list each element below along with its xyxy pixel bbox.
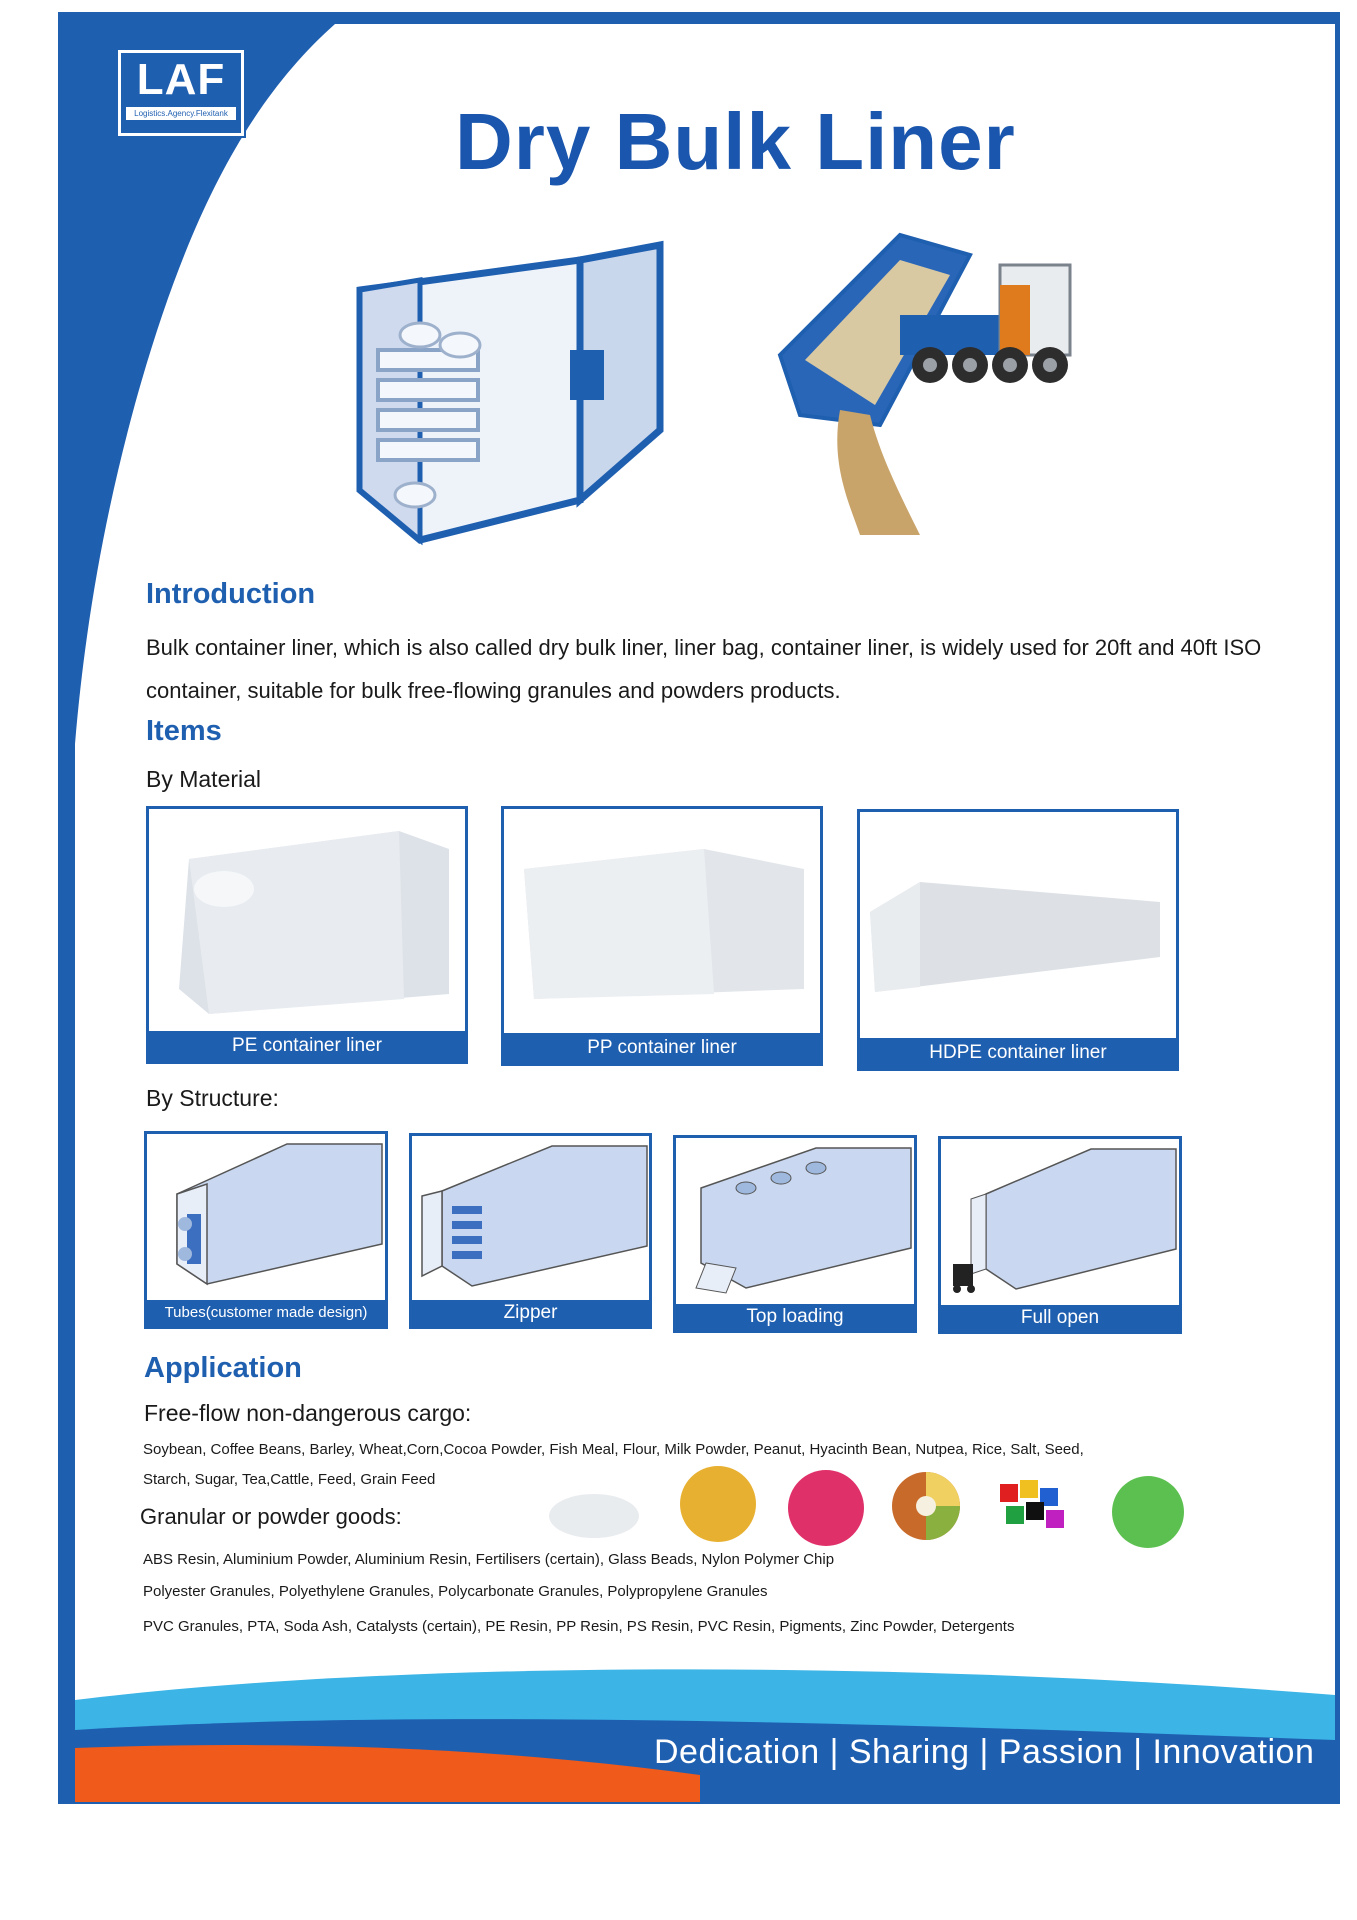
pe-liner-caption: PE container liner <box>149 1031 465 1061</box>
free-flow-line-1: Soybean, Coffee Beans, Barley, Wheat,Corn,Cocoa Powder, Fish Meal, Flour, Milk Powder, Peanut, Hyacinth Bean, Nutpea, Rice, Salt, Seed, <box>143 1441 1084 1458</box>
granular-line-3: PVC Granules, PTA, Soda Ash, Catalysts (certain), PE Resin, PP Resin, PS Resin, PVC Resin, Pigments, Zinc Powder, Detergents <box>143 1618 1015 1635</box>
green-granules-image <box>1112 1476 1184 1548</box>
colored-pigments-image <box>1000 1480 1064 1528</box>
laf-logo <box>118 50 244 136</box>
logo-tagline: Logistics.Agency.Flexitank <box>126 107 236 120</box>
hdpe-liner-image <box>860 812 1179 1034</box>
yellow-granules-image <box>680 1466 756 1542</box>
zipper-structure-image <box>412 1136 652 1306</box>
free-flow-line-2: Starch, Sugar, Tea,Cattle, Feed, Grain Feed <box>143 1471 436 1488</box>
top-loading-structure-image <box>676 1138 917 1308</box>
free-flow-label: Free-flow non-dangerous cargo: <box>144 1400 472 1426</box>
items-heading: Items <box>146 715 222 747</box>
pp-liner-image <box>504 809 823 1031</box>
zipper-caption: Zipper <box>412 1300 649 1326</box>
pe-liner-image <box>149 809 468 1031</box>
material-card-pp <box>501 806 823 1066</box>
pp-liner-caption: PP container liner <box>504 1033 820 1063</box>
granular-line-1: ABS Resin, Aluminium Powder, Aluminium Resin, Fertilisers (certain), Glass Beads, Nylon Polymer Chip <box>143 1551 835 1568</box>
powder-sample-image <box>549 1494 639 1538</box>
introduction-text: Bulk container liner, which is also called dry bulk liner, liner bag, container liner, is widely used for 20ft and 40ft ISO container, suitable for bulk free-flowing granules and powders products. <box>146 635 1262 703</box>
structure-card-zipper <box>409 1133 652 1329</box>
material-card-hdpe <box>857 809 1179 1071</box>
cargo-sample-images <box>548 1466 1198 1556</box>
granular-label: Granular or powder goods: <box>140 1504 402 1529</box>
material-card-pe <box>146 806 468 1064</box>
hdpe-liner-caption: HDPE container liner <box>860 1038 1176 1068</box>
tubes-caption: Tubes(customer made design) <box>147 1300 385 1326</box>
by-structure-label: By Structure: <box>146 1085 279 1111</box>
logo-text: LAF <box>136 55 226 104</box>
full-open-caption: Full open <box>941 1305 1179 1331</box>
granular-line-2: Polyester Granules, Polyethylene Granules, Polycarbonate Granules, Polypropylene Granules <box>143 1583 768 1600</box>
footer-slogan: Dedication | Sharing | Passion | Innovation <box>654 1733 1315 1771</box>
page-title: Dry Bulk Liner <box>455 97 1016 186</box>
tubes-structure-image <box>147 1134 388 1304</box>
structure-card-full-open <box>938 1136 1182 1334</box>
structure-card-top-loading <box>673 1135 917 1333</box>
top-loading-caption: Top loading <box>676 1304 914 1330</box>
tipping-truck-illustration <box>770 225 1100 555</box>
structure-card-tubes <box>144 1131 388 1329</box>
pink-granules-image <box>788 1470 864 1546</box>
introduction-heading: Introduction <box>146 578 316 610</box>
application-heading: Application <box>144 1352 302 1384</box>
footer-banner <box>0 1640 1357 1820</box>
by-material-label: By Material <box>146 766 262 792</box>
mixed-beans-image <box>892 1472 960 1540</box>
container-liner-illustration <box>340 240 670 570</box>
full-open-structure-image <box>941 1139 1182 1309</box>
